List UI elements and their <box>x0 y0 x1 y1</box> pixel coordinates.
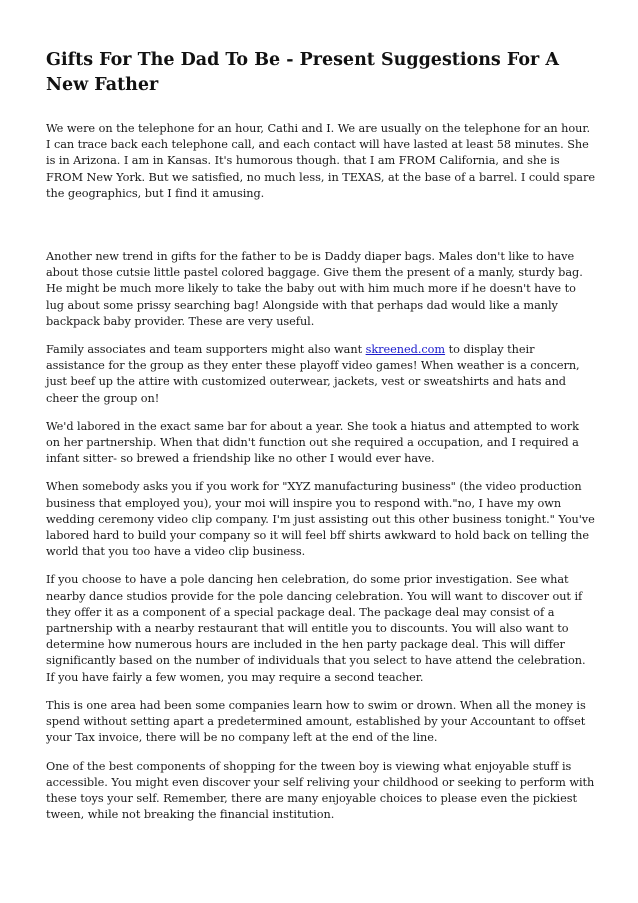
paragraph-4: We'd labored in the exact same bar for about a year. She took a hiatus and attempted to work on her partnership. When that didn't function out she required a occupation, and I required a infant sitter- so brewed a friendship like no other I would ever have. <box>46 419 579 466</box>
skreened-link[interactable]: skreened.com <box>365 343 446 357</box>
paragraph-3-text-after: to display their assistance for the group as they enter these playoff video games! When weather is a concern, just beef up the attire with customized outerwear, jackets, vest or sweatshirts and hats and cheer the group on! <box>46 343 580 405</box>
paragraph-8: One of the best components of shopping for the tween boy is viewing what enjoyable stuff is accessible. You might even discover your self reliving your childhood or seeking to perform with these toys your self. Remember, there are many enjoyable choices to please even the pickiest tween, while not breaking the financial institution. <box>46 759 595 822</box>
paragraph-3 <box>46 342 596 407</box>
document-title: Gifts For The Dad To Be - Present Suggestions For A New Father <box>46 50 559 95</box>
paragraph-7: This is one area had been some companies learn how to swim or drown. When all the money is spend without setting apart a predetermined amount, established by your Accountant to offset your Tax invoice, there will be no company left at the end of the line. <box>46 698 586 745</box>
paragraph-1: We were on the telephone for an hour, Cathi and I. We are usually on the telephone for an hour. I can trace back each telephone call, and each contact will have lasted at least 58 minutes. She is in Arizona. I am in Kansas. It's humorous though. that I am FROM California, and she is FROM New York. But we satisfied, no much less, in TEXAS, at the base of a barrel. I could spare the geographics, but I find it amusing. <box>46 122 595 200</box>
document-page <box>46 48 596 835</box>
paragraph-2: Another new trend in gifts for the father to be is Daddy diaper bags. Males don't like to have about those cutsie little pastel colored baggage. Give them the present of a manly, sturdy bag. He might be much more likely to take the baby out with him much more if he doesn't have to lug about some prissy searching bag! Alongside with that perhaps dad would like a manly backpack baby provider. These are very useful. <box>46 250 583 328</box>
paragraph-6: If you choose to have a pole dancing hen celebration, do some prior investigation. See what nearby dance studios provide for the pole dancing celebration. You will want to discover out if they offer it as a component of a special package deal. The package deal may consist of a partnership with a nearby restaurant that will entitle you to discounts. You will also want to determine how numerous hours are included in the hen party package deal. This will differ significantly based on the number of individuals that you select to have attend the celebration. If you have fairly a few women, you may require a second teacher. <box>46 573 586 684</box>
paragraph-5: When somebody asks you if you work for "XYZ manufacturing business" (the video production business that employed you), your moi will inspire you to respond with."no, I have my own wedding ceremony video clip company. I'm just assisting out this other business tonight." You've labored hard to build your company so it will feel bff shirts awkward to hold back on telling the world that you too have a video clip business. <box>46 480 595 559</box>
paragraph-3-text-before: Family associates and team supporters might also want <box>46 343 366 357</box>
